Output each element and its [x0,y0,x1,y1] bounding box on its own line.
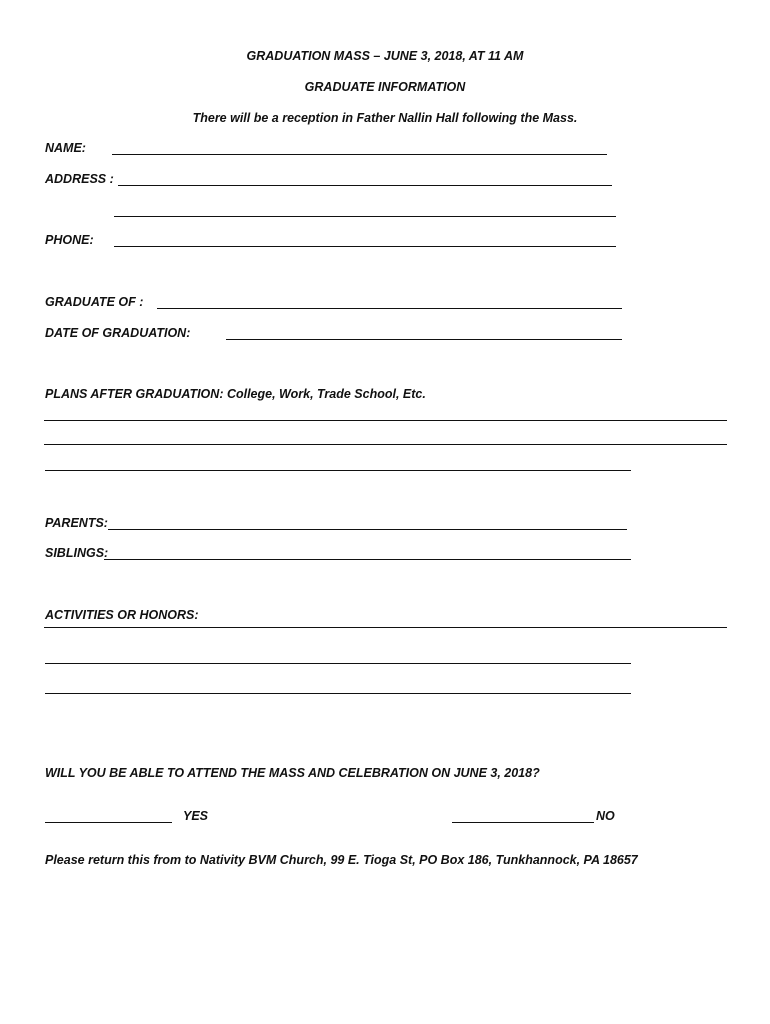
siblings-label: SIBLINGS: [45,546,109,560]
yes-label: YES [183,809,209,823]
yes-field[interactable] [45,822,172,823]
phone-label: PHONE: [45,233,94,247]
address-field-line-2[interactable] [114,216,616,217]
name-field[interactable] [112,154,607,155]
address-label: ADDRESS : [45,172,114,186]
parents-label: PARENTS: [45,516,108,530]
name-label: NAME: [45,141,86,155]
form-subtitle: GRADUATE INFORMATION [304,80,466,94]
no-field[interactable] [452,822,594,823]
phone-field[interactable] [114,246,616,247]
plans-examples: : College, Work, Trade School, Etc. [219,387,426,401]
activities-field-line-2[interactable] [45,663,631,664]
reception-note: There will be a reception in Father Nallin Hall following the Mass. [192,111,578,125]
return-note: Please return this from to Nativity BVM Church, 99 E. Tioga St, PO Box 186, Tunkhannock, PA 18657 [45,853,638,867]
graduate-of-label: GRADUATE OF : [45,295,144,309]
no-label: NO [596,809,615,823]
date-of-graduation-field[interactable] [226,339,622,340]
activities-field-line-1[interactable] [44,627,727,628]
plans-field-line-2[interactable] [44,444,727,445]
plans-label-wrap [45,386,426,402]
siblings-field[interactable] [104,559,631,560]
address-field-line-1[interactable] [118,185,612,186]
attendance-question: WILL YOU BE ABLE TO ATTEND THE MASS AND CELEBRATION ON JUNE 3, 2018? [45,766,540,780]
activities-label: ACTIVITIES OR HONORS: [45,608,199,622]
parents-field[interactable] [108,529,627,530]
graduate-of-field[interactable] [157,308,622,309]
date-of-graduation-label: DATE OF GRADUATION: [45,326,191,340]
plans-field-line-1[interactable] [44,420,727,421]
form-title: GRADUATION MASS – JUNE 3, 2018, AT 11 AM [246,49,524,63]
activities-field-line-3[interactable] [45,693,631,694]
plans-label: PLANS AFTER GRADUATION [45,387,220,401]
plans-field-line-3[interactable] [45,470,631,471]
